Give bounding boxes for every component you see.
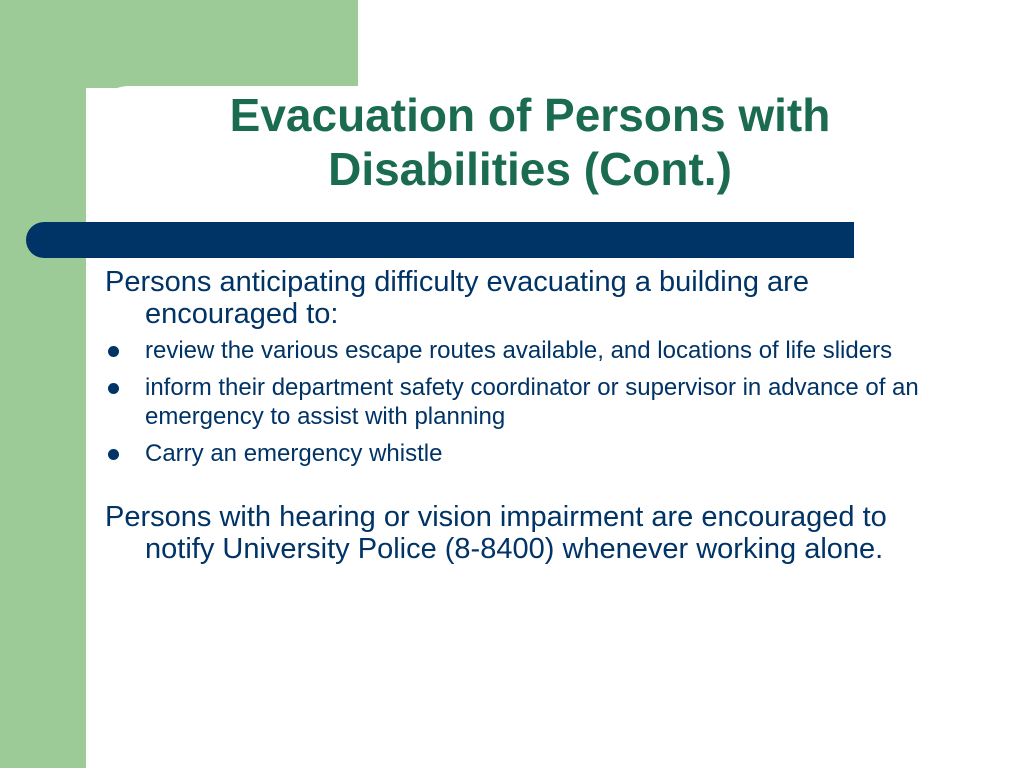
bullet-dot-icon	[108, 383, 119, 394]
bullet-dot-icon	[108, 346, 119, 357]
intro-paragraph: Persons anticipating difficulty evacuating a building are encouraged to:	[105, 266, 809, 330]
bullet-item	[105, 439, 945, 468]
bullet-text: Carry an emergency whistle	[145, 440, 443, 467]
bullet-dot-icon	[108, 449, 119, 460]
bullet-item	[105, 373, 945, 431]
title-divider-bar	[26, 222, 854, 258]
slide-body	[105, 266, 945, 565]
bullet-text: inform their department safety coordinator or supervisor in advance of an emergency to assist with planning	[145, 374, 919, 430]
slide-title-line-2: Disabilities (Cont.)	[328, 143, 732, 195]
bullet-list	[105, 336, 945, 468]
slide-title	[100, 88, 960, 196]
closing-paragraph: Persons with hearing or vision impairment are encouraged to notify University Police (8-8400) whenever working alone.	[105, 501, 887, 565]
green-side-band	[0, 0, 86, 768]
bullet-item	[105, 336, 945, 365]
bullet-text: review the various escape routes available, and locations of life sliders	[145, 337, 893, 364]
green-top-band	[0, 0, 358, 88]
slide-title-line-1: Evacuation of Persons with	[229, 89, 831, 141]
